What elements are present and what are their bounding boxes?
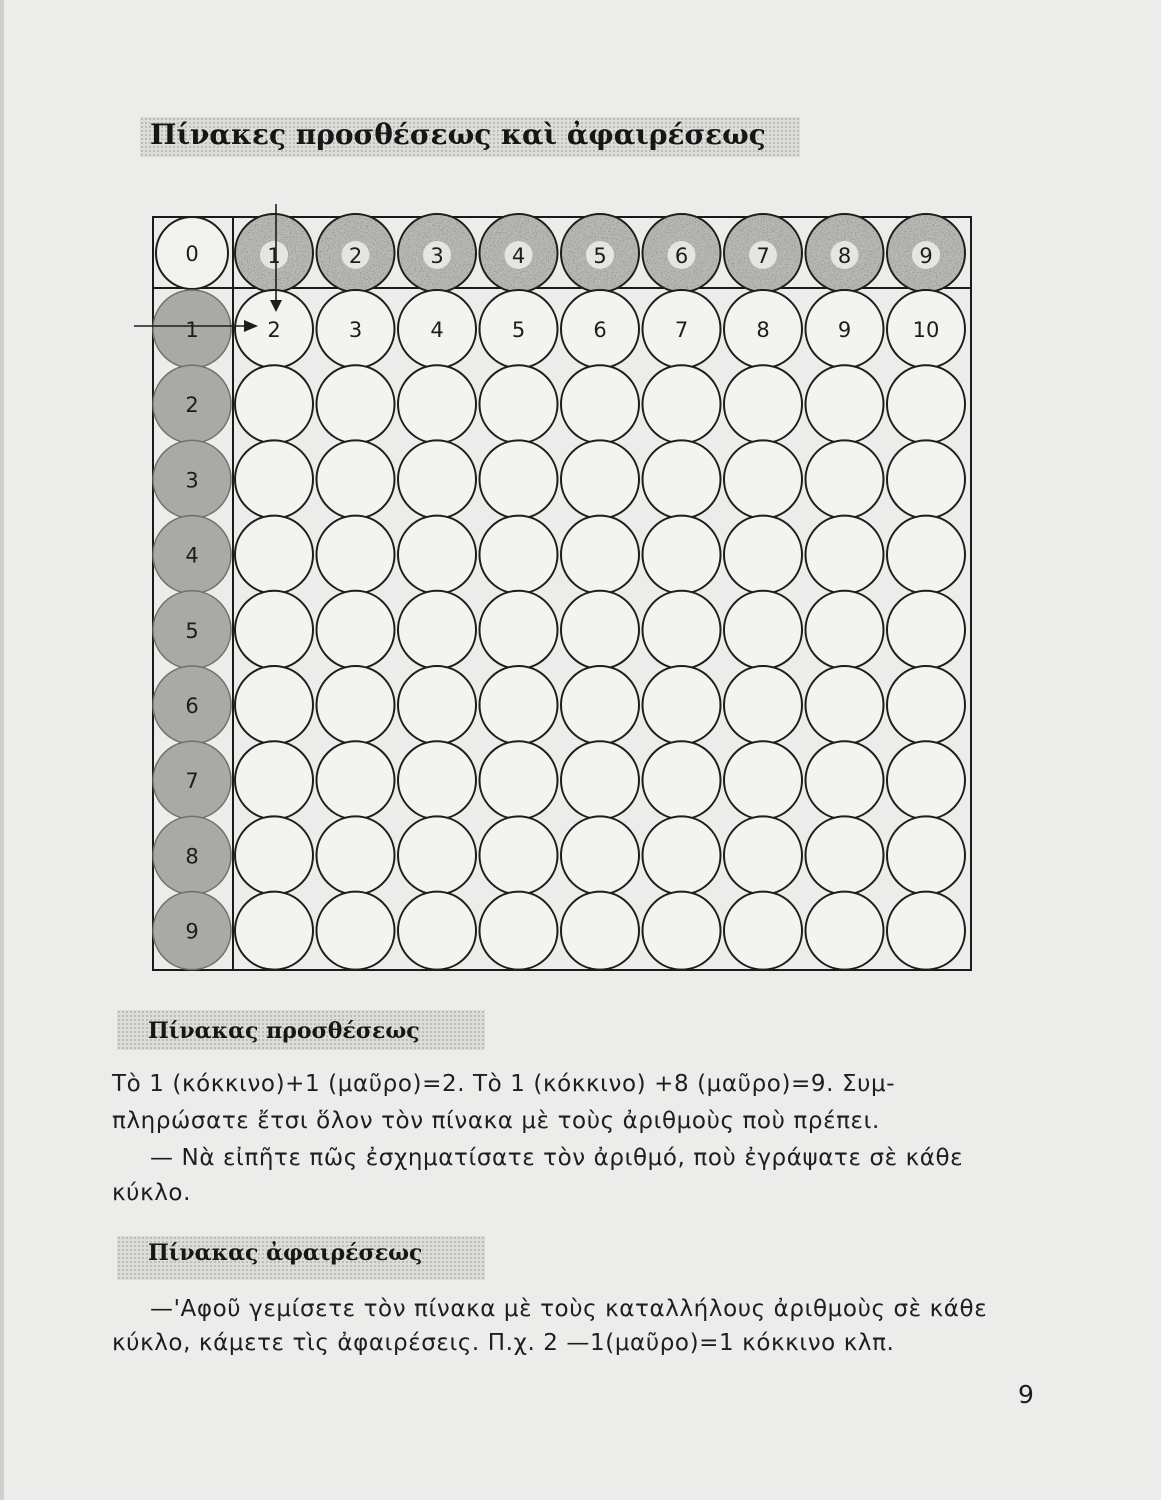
table-cell-circle [724,816,802,894]
table-cell-circle [806,440,884,518]
table-cell-circle [806,516,884,594]
subtraction-heading: Πίνακας ἀφαιρέσεως [148,1240,423,1266]
row-header-label: 8 [185,844,199,869]
column-header-label: 1 [267,244,281,268]
table-cell-circle [480,816,558,894]
table-cell-circle [887,516,965,594]
column-header-label: 7 [756,244,770,268]
table-cell-circle [887,666,965,744]
table-cell-circle [806,892,884,970]
table-cell-circle [724,741,802,819]
table-cell-circle [643,591,721,669]
corner-label: 0 [185,242,199,266]
table-cell-circle [887,892,965,970]
addition-line-3: — Νὰ εἰπῆτε πῶς ἐσχηματίσατε τὸν ἀριθμό, ποὺ ἐγράψατε σὲ κάθε [150,1145,964,1171]
row-header-label: 2 [185,393,199,418]
table-cell-circle [643,516,721,594]
table-cell-circle [561,440,639,518]
row-header-label: 6 [185,694,199,718]
table-cell-circle [317,591,395,669]
table-cell-circle [643,666,721,744]
table-cell-circle [398,741,476,819]
table-cell-circle [317,516,395,594]
column-header-label: 2 [348,244,363,268]
table-cell-circle [235,591,313,669]
row-header-label: 7 [185,769,199,794]
table-cell-circle [398,816,476,894]
table-cell-circle [398,440,476,518]
table-cell-result: 8 [756,318,770,342]
row-header-label: 3 [185,468,199,493]
table-cell-circle [480,365,558,443]
addition-line-4: κύκλο. [112,1180,192,1206]
table-cell-circle [317,666,395,744]
table-cell-circle [561,666,639,744]
table-cell-circle [317,440,395,518]
addition-table [152,216,972,976]
table-cell-circle [480,892,558,970]
table-cell-circle [561,816,639,894]
table-cell-circle [398,591,476,669]
table-cell-circle [643,816,721,894]
table-cell-circle [398,666,476,744]
table-cell-circle [480,591,558,669]
table-cell-circle [480,741,558,819]
table-cell-circle [887,591,965,669]
table-cell-circle [887,440,965,518]
table-cell-circle [317,816,395,894]
table-cell-circle [561,741,639,819]
addition-line-1: Τὸ 1 (κόκκινο)+1 (μαῦρο)=2. Τὸ 1 (κόκκινο) +8 (μαῦρο)=9. Συμ- [112,1071,896,1097]
addition-heading: Πίνακας προσθέσεως [148,1018,420,1044]
table-cell-circle [480,440,558,518]
table-cell-circle [480,516,558,594]
table-cell-result: 6 [593,318,607,342]
table-cell-circle [398,516,476,594]
addition-line-2: πληρώσατε ἔτσι ὅλον τὸν πίνακα μὲ τοὺς ἀριθμοὺς ποὺ πρέπει. [112,1108,880,1134]
table-cell-result: 2 [267,318,281,342]
table-cell-circle [724,516,802,594]
table-cell-result: 3 [348,318,363,342]
table-cell-circle [561,892,639,970]
table-cell-circle [724,440,802,518]
table-cell-result: 5 [511,318,526,342]
table-cell-circle [317,365,395,443]
table-cell-circle [806,666,884,744]
page-spine-edge [0,0,4,1500]
table-cell-circle [724,892,802,970]
table-cell-circle [480,666,558,744]
table-cell-circle [398,365,476,443]
table-cell-circle [317,892,395,970]
table-cell-circle [887,816,965,894]
table-cell-circle [561,365,639,443]
table-cell-circle [724,365,802,443]
column-header-label: 9 [919,244,933,268]
table-cell-circle [561,591,639,669]
table-cell-circle [235,666,313,744]
row-header-label: 9 [185,919,199,944]
table-cell-circle [398,892,476,970]
subtraction-line-2: κύκλο, κάμετε τὶς ἀφαιρέσεις. Π.χ. 2 —1(μαῦρο)=1 κόκκινο κλπ. [112,1330,895,1356]
table-cell-circle [887,365,965,443]
table-cell-circle [887,741,965,819]
table-cell-circle [235,516,313,594]
row-header-label: 1 [185,318,199,342]
table-cell-result: 4 [430,318,444,342]
table-cell-circle [724,666,802,744]
table-cell-circle [235,440,313,518]
column-header-label: 4 [511,244,526,268]
subtraction-line-1: —'Αφοῦ γεμίσετε τὸν πίνακα μὲ τοὺς καταλλήλους ἀριθμοὺς σὲ κάθε [150,1296,988,1322]
table-cell-circle [806,365,884,443]
table-cell-circle [235,816,313,894]
table-cell-circle [235,741,313,819]
table-cell-circle [724,591,802,669]
row-header-label: 5 [185,618,199,643]
table-cell-result: 10 [912,318,940,342]
column-header-label: 3 [430,244,444,268]
table-cell-circle [806,741,884,819]
page-title: Πίνακες προσθέσεως καὶ ἀφαιρέσεως [150,118,766,151]
table-cell-circle [561,516,639,594]
column-header-label: 6 [674,244,689,268]
table-cell-result: 7 [674,318,689,342]
table-cell-circle [806,591,884,669]
table-cell-circle [235,892,313,970]
page-number: 9 [1018,1380,1034,1409]
column-header-label: 5 [593,244,607,268]
table-cell-circle [643,365,721,443]
table-cell-result: 9 [837,318,852,342]
table-cell-circle [643,892,721,970]
row-header-label: 4 [185,543,199,568]
table-cell-circle [235,365,313,443]
table-cell-circle [643,440,721,518]
table-cell-circle [806,816,884,894]
column-header-label: 8 [837,244,852,268]
table-cell-circle [643,741,721,819]
table-cell-circle [317,741,395,819]
